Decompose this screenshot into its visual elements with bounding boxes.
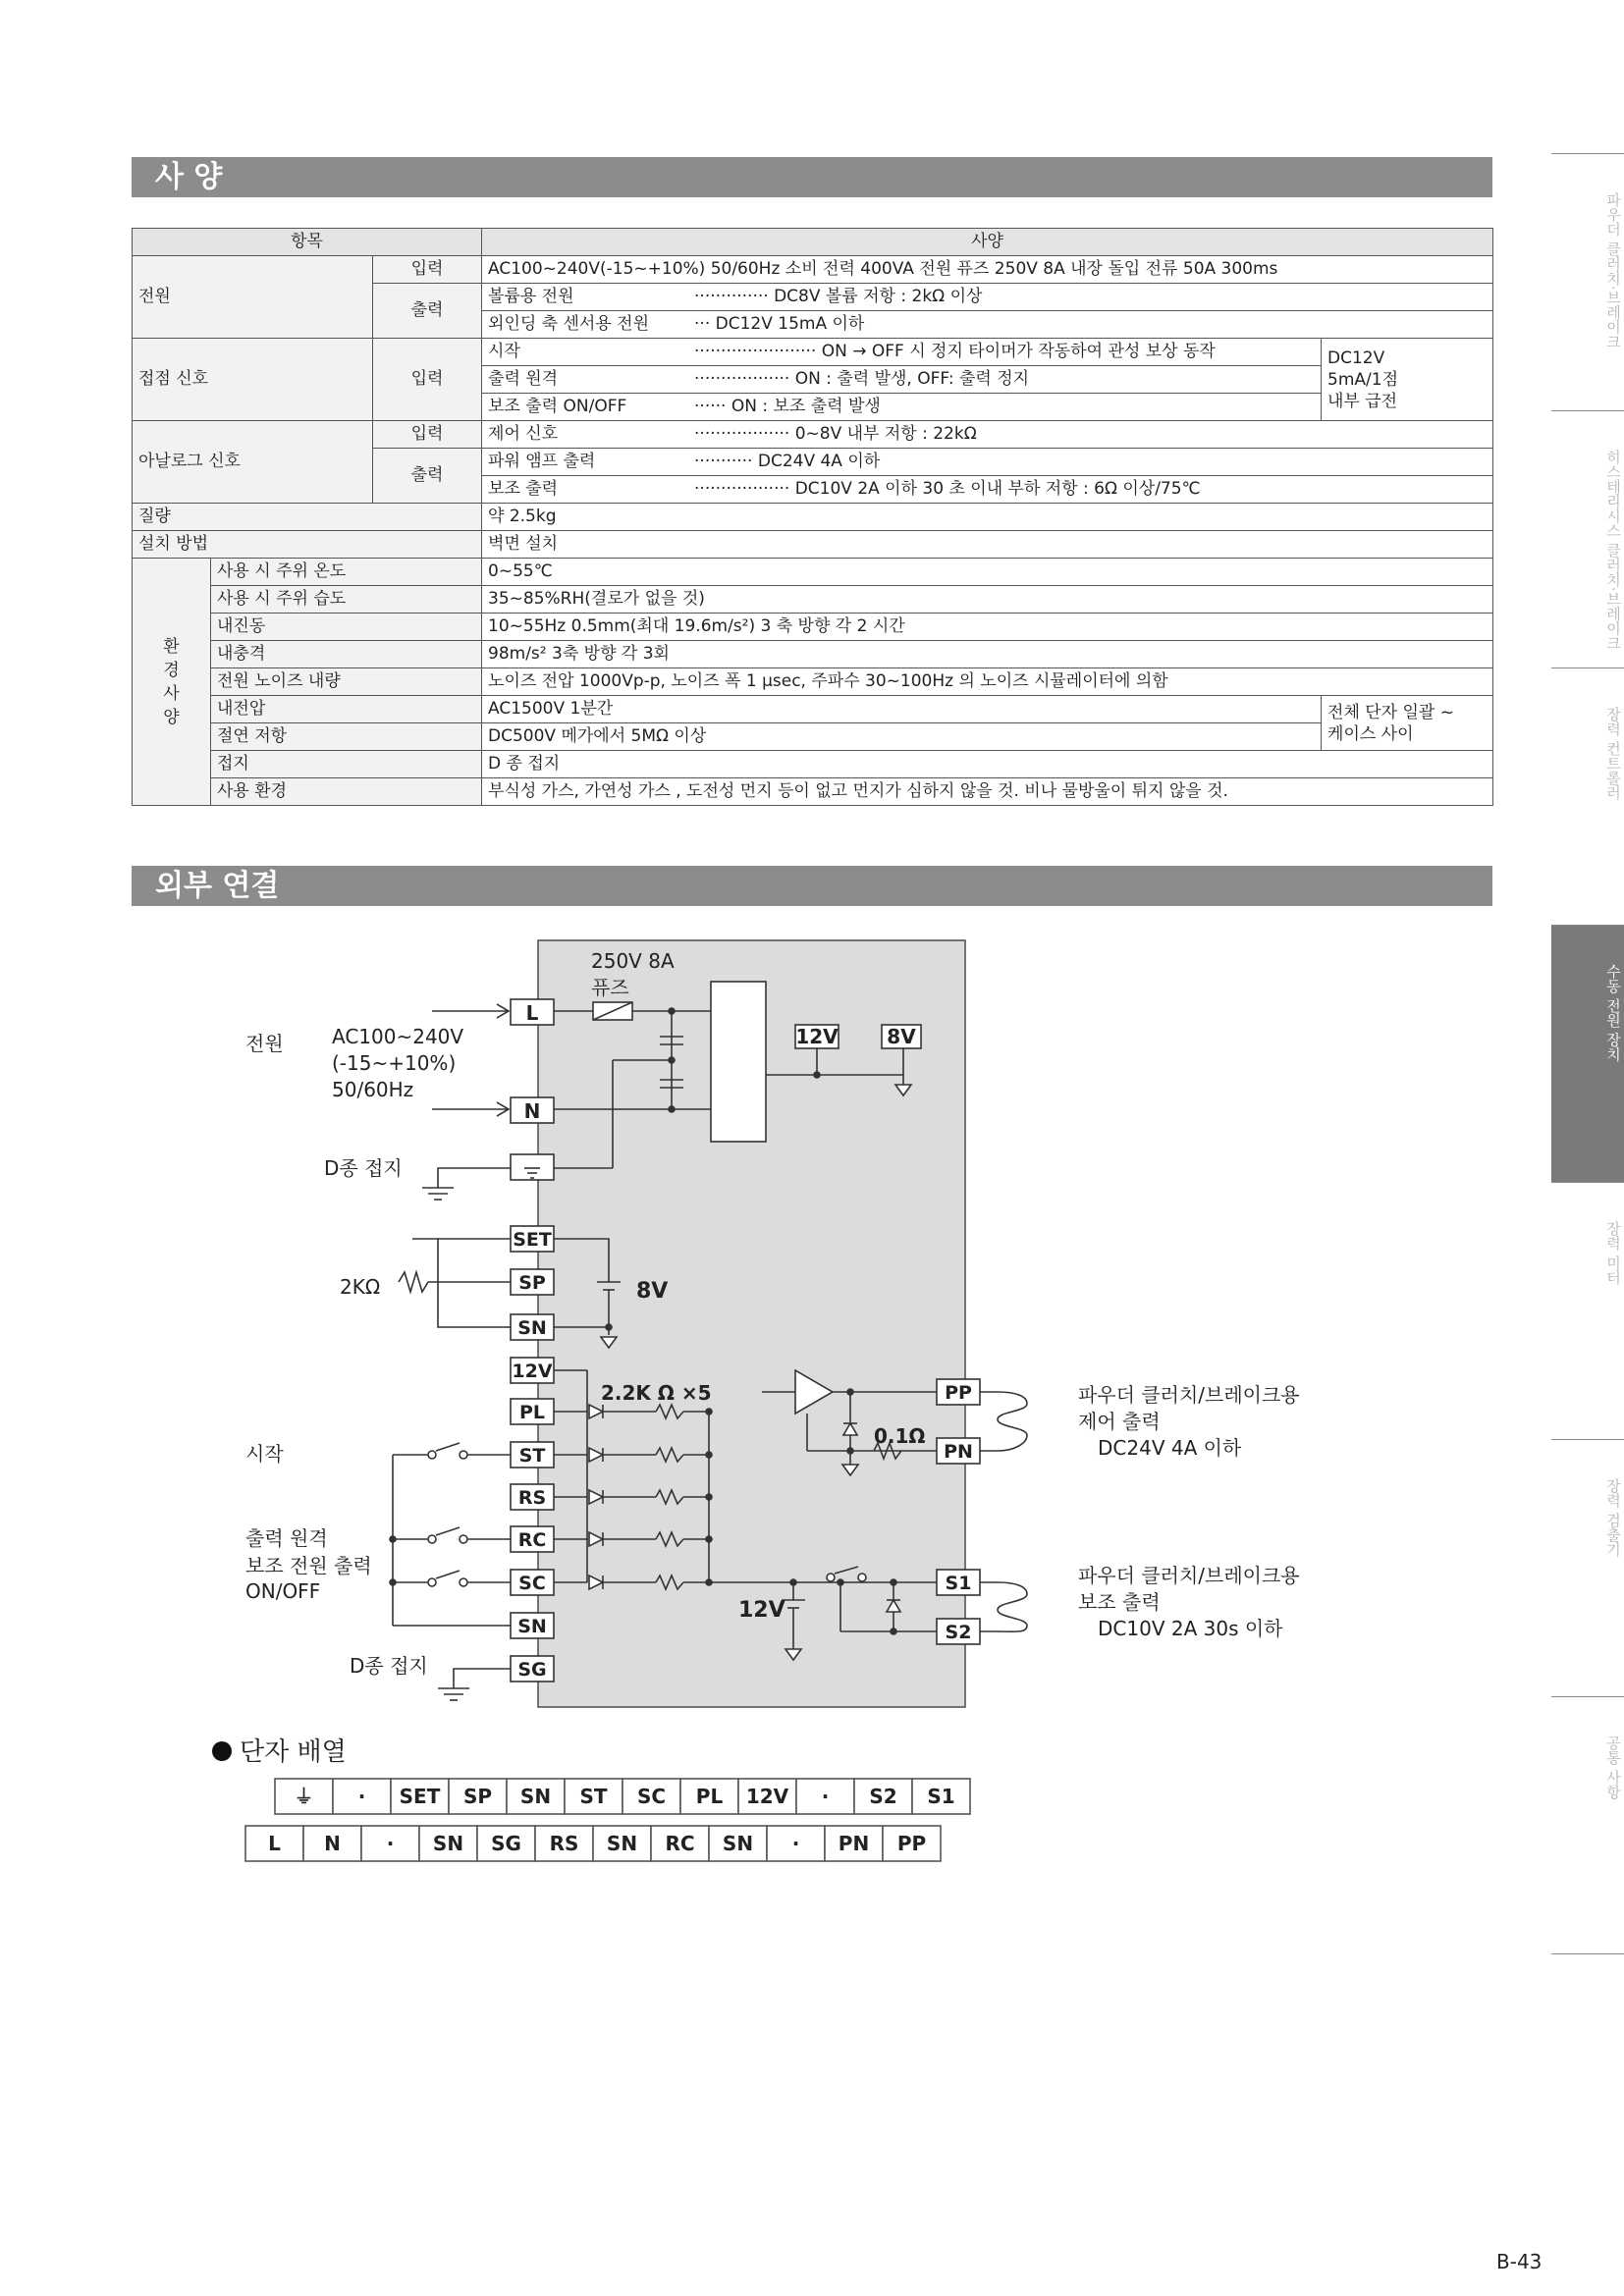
- env-value: 0~55℃: [482, 559, 1493, 586]
- tab-divider: [1551, 925, 1624, 926]
- terminal-cell-label: ·: [386, 1832, 395, 1855]
- cell-value: ··· DC12V 15mA 이하: [694, 314, 865, 334]
- side-tab-label: 히스테리시스 클러치·브레이크: [1604, 450, 1622, 651]
- env-value: 10~55Hz 0.5mm(최대 19.6m/s²) 3 축 방향 각 2 시간: [482, 614, 1493, 641]
- coil-icon: [998, 1582, 1027, 1631]
- cell-key: 보조 출력: [488, 479, 559, 499]
- env-key: 사용 환경: [211, 778, 482, 806]
- terminal-cell-label: N: [324, 1832, 341, 1855]
- side-tab-label: 장력 검출기: [1604, 1478, 1622, 1557]
- header-spec: 사양: [482, 229, 1493, 256]
- terminal-label: 12V: [512, 1361, 553, 1382]
- output2-text: DC10V 2A 30s 이하: [1098, 1617, 1283, 1640]
- terminal-label: SG: [517, 1659, 547, 1681]
- analog-output-label: 출력: [373, 449, 482, 504]
- terminal-cell-label: SN: [606, 1832, 638, 1855]
- terminal-label: PP: [945, 1382, 972, 1404]
- terminal-cell-label: ·: [357, 1785, 366, 1808]
- weight-value: 약 2.5kg: [482, 504, 1493, 531]
- terminal-cell-label: RC: [665, 1832, 695, 1855]
- side-tab-label: 수동 전원 장치: [1604, 964, 1622, 1062]
- left-terminal-column: [511, 1226, 554, 1682]
- cell-key: 보조 출력 ON/OFF: [488, 397, 627, 416]
- v8-label: 8V: [636, 1279, 669, 1304]
- page-number: B-43: [1496, 2250, 1543, 2273]
- cell-value: ······ ON : 보조 출력 발생: [694, 397, 881, 416]
- terminal-cell-label: SC: [636, 1785, 667, 1808]
- env-key: 사용 시 주위 습도: [211, 586, 482, 614]
- tab-divider: [1551, 1182, 1624, 1183]
- env-value: D 종 접지: [482, 751, 1493, 778]
- cell-value: ·················· 0~8V 내부 저항 : 22kΩ: [694, 424, 977, 444]
- terminal-label: ST: [518, 1445, 546, 1467]
- tab-divider: [1551, 667, 1624, 668]
- side-tab[interactable]: [1551, 1439, 1624, 1696]
- env-key: 접지: [211, 751, 482, 778]
- tab-divider: [1551, 1696, 1624, 1697]
- terminal-cell-label: SN: [722, 1832, 754, 1855]
- install-label: 설치 방법: [133, 531, 482, 559]
- terminal-label: SP: [518, 1272, 546, 1294]
- output2-text: 보조 출력: [1078, 1590, 1161, 1614]
- note-line: 5mA/1점: [1327, 369, 1398, 390]
- cell-key: 제어 신호: [488, 424, 559, 444]
- analog-input-label: 입력: [373, 421, 482, 449]
- cell-key: 출력 원격: [488, 369, 559, 389]
- resistor-label: 2.2K Ω ×5: [601, 1381, 712, 1405]
- side-tab-label: 공통 사항: [1604, 1735, 1622, 1799]
- terminal-cell-label: L: [268, 1832, 281, 1855]
- side-tab-label: 장력 컨트롤러: [1604, 707, 1622, 800]
- output1-text: 제어 출력: [1078, 1410, 1161, 1433]
- terminal-cell-label: ·: [821, 1785, 830, 1808]
- cell-value: ·················· DC10V 2A 이하 30 초 이내 부하 저항 : 6Ω 이상/75℃: [694, 479, 1201, 499]
- external-switches: [390, 1443, 511, 1586]
- output1-text: DC24V 4A 이하: [1098, 1436, 1242, 1460]
- ground2-label: D종 접지: [350, 1654, 428, 1678]
- side-tab-label: 파우더 클러치·브레이크: [1604, 192, 1622, 349]
- terminal-cell-label: SN: [519, 1785, 552, 1808]
- terminal-label: SET: [513, 1229, 552, 1251]
- power-spec: AC100~240V: [332, 1025, 464, 1048]
- cell-value: ······················· ON → OFF 시 정지 타이머가 작동하여 관성 보상 동작: [694, 342, 1216, 361]
- env-label-char: 경: [163, 660, 180, 680]
- env-value: AC1500V 1분간: [482, 696, 1322, 723]
- side-tab-label: 장력 미터: [1604, 1221, 1622, 1285]
- terminal-cell-label: SP: [462, 1785, 493, 1808]
- side-tab[interactable]: [1551, 1182, 1624, 1439]
- shunt-label: 0.1Ω: [874, 1424, 926, 1448]
- terminal-label: PL: [518, 1402, 546, 1423]
- power-spec: (-15~+10%): [332, 1051, 457, 1075]
- tab-divider: [1551, 410, 1624, 411]
- output1-text: 파우더 클러치/브레이크용: [1078, 1383, 1300, 1407]
- env-key: 내충격: [211, 641, 482, 668]
- terminal-cell-label: ⏚: [294, 1785, 314, 1808]
- tab-divider: [1551, 1439, 1624, 1440]
- cell-key: 파워 앰프 출력: [488, 452, 596, 471]
- power-label: 전원: [133, 256, 373, 339]
- switch-icon: [428, 1535, 436, 1543]
- terminal-layout-title: 단자 배열: [240, 1737, 347, 1767]
- terminal-cell-label: ST: [579, 1785, 608, 1808]
- terminal-label: S2: [945, 1622, 972, 1643]
- start-label: 시작: [245, 1442, 284, 1466]
- side-tab[interactable]: [1551, 153, 1624, 410]
- terminal-cell-label: S2: [869, 1785, 897, 1808]
- cell-key: 볼륨용 전원: [488, 287, 574, 306]
- terminal-label: SN: [517, 1317, 547, 1339]
- switch-icon: [428, 1578, 436, 1586]
- analog-label: 아날로그 신호: [133, 421, 373, 504]
- header-item: 항목: [133, 229, 482, 256]
- cell-value: ·············· DC8V 볼륨 저항 : 2kΩ 이상: [694, 287, 983, 306]
- power-input-label: 입력: [373, 256, 482, 284]
- box-label: 8V: [887, 1025, 916, 1048]
- terminal-cell-label: SN: [432, 1832, 464, 1855]
- terminal-label: SC: [518, 1573, 546, 1594]
- env-key: 사용 시 주위 온도: [211, 559, 482, 586]
- terminal-label: RC: [517, 1529, 547, 1551]
- terminal-label: S1: [945, 1573, 972, 1594]
- box-label: 12V: [795, 1025, 839, 1048]
- side-tab[interactable]: [1551, 925, 1624, 1182]
- v12-label: 12V: [738, 1598, 785, 1623]
- terminal-cell-label: PL: [695, 1785, 724, 1808]
- env-label-char: 양: [163, 707, 180, 727]
- env-value: 부식성 가스, 가연성 가스 , 도전성 먼지 등이 없고 먼지가 심하지 않을 것. 비나 물방울이 튀지 않을 것.: [482, 778, 1493, 806]
- power-spec: 50/60Hz: [332, 1078, 414, 1101]
- env-label-char: 환: [163, 636, 180, 657]
- remote-label: 출력 원격: [245, 1526, 328, 1550]
- terminal-label: SN: [517, 1616, 547, 1637]
- coil-icon: [998, 1392, 1027, 1451]
- terminal-earth: [511, 1154, 554, 1180]
- note-line: 내부 급전: [1327, 391, 1398, 411]
- aux-label: 보조 전원 출력: [245, 1554, 372, 1577]
- note-line: 케이스 사이: [1327, 723, 1414, 744]
- spec-section-title: 사 양: [132, 157, 1492, 197]
- external-section-title: 외부 연결: [132, 866, 1492, 906]
- side-tab[interactable]: [1551, 667, 1624, 925]
- power-label: 전원: [245, 1032, 284, 1055]
- terminal-cell-label: SET: [399, 1785, 441, 1808]
- terminal-cell-label: PP: [896, 1832, 927, 1855]
- install-value: 벽면 설치: [482, 531, 1493, 559]
- note-line: DC12V: [1327, 347, 1385, 368]
- fuse-rating: 250V 8A: [591, 949, 675, 973]
- pot-label: 2KΩ: [340, 1275, 381, 1299]
- cell-value: ·················· ON : 출력 발생, OFF: 출력 정지: [694, 369, 1030, 389]
- cell-value: ··········· DC24V 4A 이하: [694, 452, 881, 471]
- fuse-label: 퓨즈: [591, 976, 629, 999]
- output2-text: 파우더 클러치/브레이크용: [1078, 1564, 1300, 1587]
- terminal-row-1: [275, 1779, 970, 1814]
- terminal-label: L: [525, 1001, 539, 1025]
- terminal-label: PN: [944, 1441, 973, 1463]
- aux-label: ON/OFF: [245, 1579, 321, 1603]
- env-key: 내전압: [211, 696, 482, 723]
- note-line: 전체 단자 일괄 ~: [1327, 702, 1455, 722]
- env-value: 노이즈 전압 1000Vp-p, 노이즈 폭 1 μsec, 주파수 30~100Hz 의 노이즈 시뮬레이터에 의함: [482, 668, 1493, 696]
- bullet-icon: [212, 1741, 232, 1761]
- tab-divider: [1551, 153, 1624, 154]
- terminal-label: RS: [517, 1487, 547, 1509]
- cell-key: 시작: [488, 342, 520, 361]
- power-output-label: 출력: [373, 284, 482, 339]
- power-input-value: AC100~240V(-15~+10%) 50/60Hz 소비 전력 400VA 전원 퓨즈 250V 8A 내장 돌입 전류 50A 300ms: [482, 256, 1493, 284]
- terminal-label: N: [523, 1099, 541, 1123]
- terminal-cell-label: PN: [838, 1832, 870, 1855]
- env-value: 98m/s² 3축 방향 각 3회: [482, 641, 1493, 668]
- terminal-cell-label: 12V: [745, 1785, 789, 1808]
- env-value: 35~85%RH(결로가 없을 것): [482, 586, 1493, 614]
- psu-block: [711, 982, 766, 1142]
- env-key: 내진동: [211, 614, 482, 641]
- terminal-row-2: [245, 1826, 941, 1861]
- cell-key: 외인딩 축 센서용 전원: [488, 314, 650, 334]
- env-value: DC500V 메가에서 5MΩ 이상: [482, 723, 1322, 751]
- tab-divider: [1551, 1953, 1624, 1954]
- side-tab[interactable]: [1551, 1696, 1624, 1953]
- terminal-cell-label: SG: [491, 1832, 521, 1855]
- terminal-cell-label: S1: [927, 1785, 955, 1808]
- ground-label: D종 접지: [324, 1156, 403, 1180]
- weight-label: 질량: [133, 504, 482, 531]
- terminal-cell-label: RS: [549, 1832, 579, 1855]
- env-key: 전원 노이즈 내량: [211, 668, 482, 696]
- switch-icon: [428, 1451, 436, 1459]
- env-label-char: 사: [163, 683, 180, 704]
- terminal-cell-label: ·: [791, 1832, 800, 1855]
- contact-input-label: 입력: [373, 339, 482, 421]
- env-key: 절연 저항: [211, 723, 482, 751]
- side-tab[interactable]: [1551, 410, 1624, 667]
- contact-label: 접점 신호: [133, 339, 373, 421]
